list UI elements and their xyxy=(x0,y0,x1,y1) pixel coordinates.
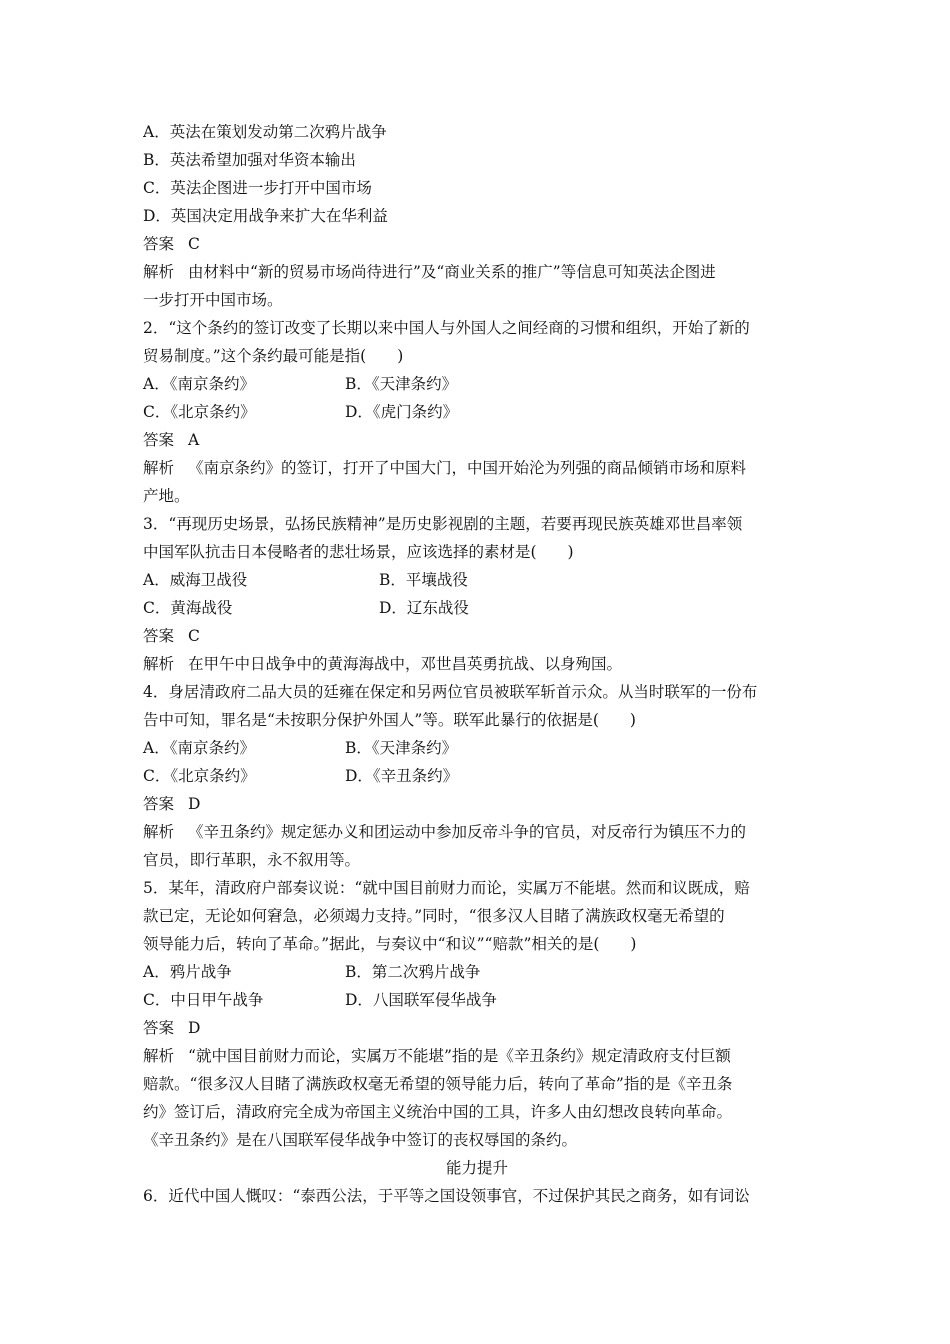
answer-label: 答案 xyxy=(143,431,175,449)
q4-options-row-2 xyxy=(143,762,811,790)
q2-analysis-line-1 xyxy=(143,454,811,482)
q1-option-c: C．英法企图进一步打开中国市场 xyxy=(143,179,372,197)
q3-stem-line-1: 3．“再现历史场景，弘扬民族精神”是历史影视剧的主题，若要再现民族英雄邓世昌率领 xyxy=(143,515,743,533)
q3-analysis-line-1 xyxy=(143,650,811,678)
answer-value: A xyxy=(188,431,200,449)
q2-stem-line-2: 贸易制度。”这个条约最可能是指( ) xyxy=(143,347,404,365)
q5-stem-line-1: 5．某年，清政府户部奏议说：“就中国目前财力而论，实属万不能堪。然而和议既成，赔 xyxy=(143,879,750,897)
q2-options-row-1 xyxy=(143,370,811,398)
section-heading: 能力提升 xyxy=(445,1159,508,1177)
analysis-text: 《南京条约》的签订，打开了中国大门，中国开始沦为列强的商品倾销市场和原料 xyxy=(188,459,747,477)
q4-analysis-line-2: 官员，即行革职，永不叙用等。 xyxy=(143,851,361,869)
q2-analysis-line-2: 产地。 xyxy=(143,487,190,505)
answer-value: C xyxy=(188,627,200,645)
q5-analysis-line-3: 约》签订后，清政府完全成为帝国主义统治中国的工具，许多人由幻想改良转向革命。 xyxy=(143,1103,733,1121)
q5-answer xyxy=(143,1014,811,1042)
q2-option-c: C．《北京条约》 xyxy=(143,403,256,421)
q4-answer xyxy=(143,790,811,818)
answer-label: 答案 xyxy=(143,1019,175,1037)
answer-label: 答案 xyxy=(143,795,175,813)
q4-stem-line-2: 告中可知，罪名是“未按职分保护外国人”等。联军此暴行的依据是( ) xyxy=(143,711,636,729)
answer-value: D xyxy=(188,1019,201,1037)
q1-option-d: D．英国决定用战争来扩大在华利益 xyxy=(143,207,388,225)
q3-option-b: B．平壤战役 xyxy=(379,571,468,589)
analysis-label: 解析 xyxy=(143,823,175,841)
answer-value: D xyxy=(188,795,201,813)
q5-stem-line-2: 款已定，无论如何窘急，必须竭力支持。”同时，“很多汉人目睹了满族政权毫无希望的 xyxy=(143,907,725,925)
analysis-text: 《辛丑条约》规定惩办义和团运动中参加反帝斗争的官员，对反帝行为镇压不力的 xyxy=(188,823,747,841)
q2-stem-line-1: 2．“这个条约的签订改变了长期以来中国人与外国人之间经商的习惯和组织，开始了新的 xyxy=(143,319,750,337)
q5-options-row-1 xyxy=(143,958,811,986)
q5-analysis-line-2: 赔款。“很多汉人目睹了满族政权毫无希望的领导能力后，转向了革命”指的是《辛丑条 xyxy=(143,1075,733,1093)
analysis-label: 解析 xyxy=(143,263,175,281)
q4-option-a: A．《南京条约》 xyxy=(143,739,255,757)
q5-option-c: C．中日甲午战争 xyxy=(143,991,264,1009)
analysis-text: “就中国目前财力而论，实属万不能堪”指的是《辛丑条约》规定清政府支付巨额 xyxy=(188,1047,731,1065)
q3-answer xyxy=(143,622,811,650)
document-page xyxy=(143,118,811,1210)
answer-label: 答案 xyxy=(143,235,175,253)
answer-label: 答案 xyxy=(143,627,175,645)
q4-analysis-line-1 xyxy=(143,818,811,846)
q4-option-c: C．《北京条约》 xyxy=(143,767,256,785)
answer-value: C xyxy=(188,235,200,253)
q4-options-row-1 xyxy=(143,734,811,762)
q4-option-b: B．《天津条约》 xyxy=(345,739,458,757)
analysis-text: 由材料中“新的贸易市场尚待进行”及“商业关系的推广”等信息可知英法企图进 xyxy=(188,263,716,281)
q2-option-d: D．《虎门条约》 xyxy=(345,403,459,421)
q5-analysis-line-1 xyxy=(143,1042,811,1070)
q5-option-d: D．八国联军侵华战争 xyxy=(345,991,497,1009)
q5-stem-line-3: 领导能力后，转向了革命。”据此，与奏议中“和议”“赔款”相关的是( ) xyxy=(143,935,637,953)
q4-option-d: D．《辛丑条约》 xyxy=(345,767,459,785)
q1-option-a: A．英法在策划发动第二次鸦片战争 xyxy=(143,123,387,141)
q2-answer xyxy=(143,426,811,454)
analysis-label: 解析 xyxy=(143,1047,175,1065)
q1-option-b: B．英法希望加强对华资本输出 xyxy=(143,151,356,169)
q2-options-row-2 xyxy=(143,398,811,426)
q5-option-b: B．第二次鸦片战争 xyxy=(345,963,481,981)
q5-options-row-2 xyxy=(143,986,811,1014)
q3-options-row-1 xyxy=(143,566,811,594)
q3-option-d: D．辽东战役 xyxy=(379,599,469,617)
q3-stem-line-2: 中国军队抗击日本侵略者的悲壮场景，应该选择的素材是( ) xyxy=(143,543,574,561)
analysis-label: 解析 xyxy=(143,459,175,477)
q1-answer xyxy=(143,230,811,258)
q5-option-a: A．鸦片战争 xyxy=(143,963,232,981)
analysis-text: 在甲午中日战争中的黄海海战中，邓世昌英勇抗战、以身殉国。 xyxy=(188,655,623,673)
q3-options-row-2 xyxy=(143,594,811,622)
analysis-label: 解析 xyxy=(143,655,175,673)
q2-option-b: B．《天津条约》 xyxy=(345,375,458,393)
q4-stem-line-1: 4．身居清政府二品大员的廷雍在保定和另两位官员被联军斩首示众。从当时联军的一份布 xyxy=(143,683,758,701)
q3-option-c: C．黄海战役 xyxy=(143,599,233,617)
q2-option-a: A．《南京条约》 xyxy=(143,375,255,393)
q1-analysis-line-2: 一步打开中国市场。 xyxy=(143,291,283,309)
q1-analysis-line-1 xyxy=(143,258,811,286)
q3-option-a: A．威海卫战役 xyxy=(143,571,248,589)
q6-stem-line-1: 6．近代中国人慨叹：“泰西公法，于平等之国设领事官，不过保护其民之商务，如有词讼 xyxy=(143,1187,750,1205)
q5-analysis-line-4: 《辛丑条约》是在八国联军侵华战争中签订的丧权辱国的条约。 xyxy=(143,1131,578,1149)
